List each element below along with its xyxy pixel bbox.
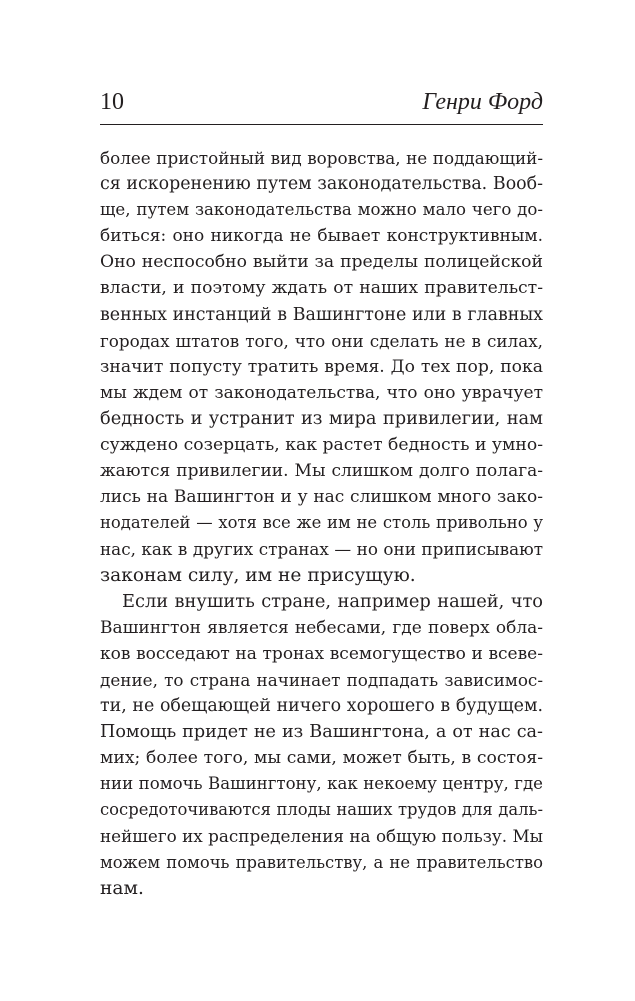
text-line: биться: оно никогда не бывает конструктивным. (100, 226, 543, 247)
text-line: городах штатов того, что они сделать не в силах, (100, 330, 543, 351)
text-line: нии помочь Вашингтону, как некоему центру, где (100, 774, 543, 794)
text-line: сосредоточиваются плоды наших трудов для даль- (100, 800, 543, 820)
text-line: значит попусту тратить время. До тех пор, пока (100, 356, 543, 377)
running-title: Генри Форд (422, 89, 543, 115)
text-line: ще, путем законодательства можно мало чего до- (100, 200, 543, 220)
page-header (100, 86, 543, 118)
text-line: нам. (100, 877, 144, 899)
text-line: Оно неспособно выйти за пределы полицейской (100, 252, 543, 273)
text-line: венных инстанций в Вашингтоне или в главных (100, 304, 543, 325)
text-line: жаются привилегии. Мы слишком долго полага- (100, 461, 543, 482)
text-line: можем помочь правительству, а не правительство (100, 852, 543, 872)
text-line: мы ждем от законодательства, что оно уврачует (100, 382, 543, 403)
text-line: нас, как в других странах — но они приписывают (100, 539, 543, 560)
header-rule (100, 124, 543, 125)
text-line: ков восседают на тронах всемогущество и всеве- (100, 643, 543, 664)
text-line: нодателей — хотя все же им не столь привольно у (100, 513, 543, 533)
text-line: мих; более того, мы сами, может быть, в состоя- (100, 748, 543, 769)
text-line: более пристойный вид воровства, не поддающий- (100, 148, 543, 168)
text-line: Если внушить стране, например нашей, что (122, 590, 543, 612)
paragraph-1 (100, 145, 543, 589)
text-line: бедность и устранит из мира привилегии, нам (100, 407, 543, 429)
text-line: дение, то страна начинает подпадать зависимос- (100, 669, 543, 690)
text-line: лись на Вашингтон и у нас слишком много зако- (100, 487, 543, 508)
paragraph-2 (100, 589, 543, 902)
body-text (100, 145, 543, 902)
text-line: ся искоренению путем законодательства. Вооб- (100, 174, 543, 195)
text-line: власти, и поэтому ждать от наших правительст- (100, 278, 543, 299)
page-number: 10 (100, 89, 124, 115)
text-line: нейшего их распределения на общую пользу. Мы (100, 826, 543, 847)
text-line: ти, не обещающей ничего хорошего в будущем. (100, 695, 543, 716)
text-line: законам силу, им не присущую. (100, 564, 416, 586)
text-line: Вашингтон является небесами, где поверх обла- (100, 617, 543, 638)
text-line: Помощь придет не из Вашингтона, а от нас са- (100, 722, 543, 743)
text-line: суждено созерцать, как растет бедность и умно- (100, 435, 543, 456)
